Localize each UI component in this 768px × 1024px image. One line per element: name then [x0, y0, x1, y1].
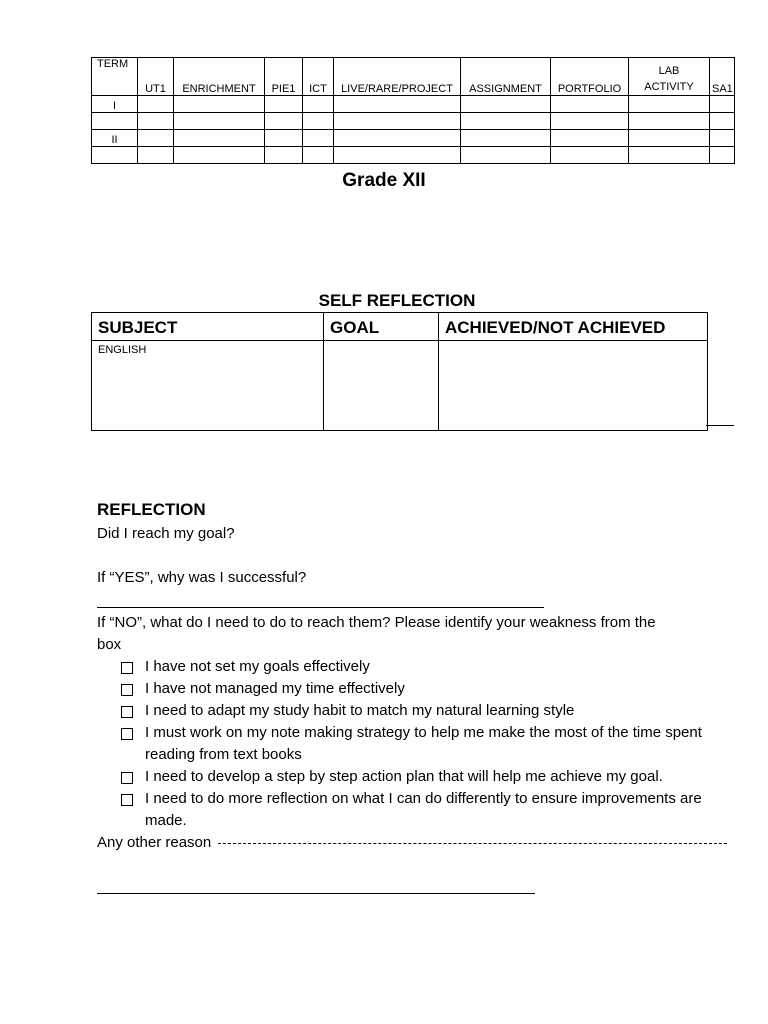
mark-cell[interactable]: [138, 96, 174, 113]
self-reflection-table: [91, 312, 708, 431]
mark-cell[interactable]: [303, 113, 334, 130]
mark-cell[interactable]: [174, 96, 265, 113]
term-cell: [92, 113, 138, 130]
checkbox-icon[interactable]: [121, 662, 133, 674]
mark-cell[interactable]: [138, 113, 174, 130]
checkbox-icon[interactable]: [121, 794, 133, 806]
header-lab-activity: [629, 58, 710, 96]
mark-cell[interactable]: [138, 147, 174, 164]
marks-row: [92, 130, 735, 147]
mark-cell[interactable]: [551, 96, 629, 113]
question-if-no-line2: box: [97, 636, 122, 653]
mark-cell[interactable]: [710, 113, 735, 130]
header-lab-line1: LAB: [658, 65, 680, 77]
header-term: TERM: [92, 58, 138, 96]
term-cell: [92, 147, 138, 164]
mark-cell[interactable]: [303, 130, 334, 147]
self-reflection-title: SELF REFLECTION: [318, 291, 476, 310]
mark-cell[interactable]: [551, 113, 629, 130]
mark-cell[interactable]: [629, 147, 710, 164]
weakness-label: I must work on my note making strategy to help me make the most of the time spent reading from text books: [145, 724, 702, 763]
marks-row: [92, 113, 735, 130]
question-if-no-line1: If “NO”, what do I need to do to reach them? Please identify your weakness from the: [97, 614, 656, 631]
header-portfolio: PORTFOLIO: [551, 58, 629, 96]
achieved-cell[interactable]: [439, 341, 708, 431]
subject-cell: ENGLISH: [92, 341, 324, 431]
mark-cell[interactable]: [461, 113, 551, 130]
reflection-heading: REFLECTION: [97, 500, 206, 519]
mark-cell[interactable]: [265, 130, 303, 147]
marks-row: [92, 147, 735, 164]
mark-cell[interactable]: [710, 130, 735, 147]
header-sa1: SA1: [710, 58, 735, 96]
self-reflection-header-row: [92, 313, 708, 341]
answer-line-final[interactable]: [97, 893, 535, 894]
mark-cell[interactable]: [265, 147, 303, 164]
question-reach-goal: Did I reach my goal?: [97, 525, 235, 542]
self-reflection-row: [92, 341, 708, 431]
grade-title: Grade XII: [342, 170, 426, 191]
other-reason-label: Any other reason: [97, 834, 212, 851]
mark-cell[interactable]: [334, 113, 461, 130]
col-goal: GOAL: [324, 313, 439, 341]
mark-cell[interactable]: [629, 130, 710, 147]
marks-header-row: [92, 58, 735, 96]
weakness-item[interactable]: [119, 722, 731, 766]
marks-row: [92, 96, 735, 113]
mark-cell[interactable]: [710, 96, 735, 113]
mark-cell[interactable]: [551, 147, 629, 164]
header-enrichment: ENRICHMENT: [174, 58, 265, 96]
mark-cell[interactable]: [265, 96, 303, 113]
mark-cell[interactable]: [334, 96, 461, 113]
weakness-item[interactable]: [119, 788, 731, 832]
weakness-label: I need to develop a step by step action plan that will help me achieve my goal.: [145, 768, 663, 785]
header-ict: ICT: [303, 58, 334, 96]
checkbox-icon[interactable]: [121, 728, 133, 740]
mark-cell[interactable]: [303, 96, 334, 113]
mark-cell[interactable]: [174, 113, 265, 130]
weakness-label: I have not managed my time effectively: [145, 680, 405, 697]
mark-cell[interactable]: [461, 147, 551, 164]
weakness-item[interactable]: [119, 656, 731, 678]
mark-cell[interactable]: [551, 130, 629, 147]
question-if-yes: If “YES”, why was I successful?: [97, 569, 307, 586]
mark-cell[interactable]: [303, 147, 334, 164]
header-lab-line2: ACTIVITY: [644, 81, 694, 93]
mark-cell[interactable]: [629, 96, 710, 113]
weakness-item[interactable]: [119, 678, 731, 700]
header-pie1: PIE1: [265, 58, 303, 96]
weakness-label: I need to adapt my study habit to match my natural learning style: [145, 702, 575, 719]
mark-cell[interactable]: [461, 130, 551, 147]
checkbox-icon[interactable]: [121, 772, 133, 784]
mark-cell[interactable]: [174, 130, 265, 147]
term-cell: II: [92, 130, 138, 147]
marks-table: [91, 57, 735, 164]
checkbox-icon[interactable]: [121, 684, 133, 696]
term-cell: I: [92, 96, 138, 113]
header-live-rare-project: LIVE/RARE/PROJECT: [334, 58, 461, 96]
table-underline-extension: [706, 425, 734, 426]
col-subject: SUBJECT: [92, 313, 324, 341]
mark-cell[interactable]: [265, 113, 303, 130]
weakness-item[interactable]: [119, 766, 731, 788]
mark-cell[interactable]: [174, 147, 265, 164]
checkbox-icon[interactable]: [121, 706, 133, 718]
mark-cell[interactable]: [710, 147, 735, 164]
header-ut1: UT1: [138, 58, 174, 96]
weakness-checklist: [119, 656, 731, 832]
mark-cell[interactable]: [629, 113, 710, 130]
goal-cell[interactable]: [324, 341, 439, 431]
other-reason-dashed-line[interactable]: [218, 843, 727, 844]
weakness-label: I need to do more reflection on what I can do differently to ensure improvements are made.: [145, 790, 702, 829]
weakness-label: I have not set my goals effectively: [145, 658, 370, 675]
header-assignment: ASSIGNMENT: [461, 58, 551, 96]
col-achieved: ACHIEVED/NOT ACHIEVED: [439, 313, 708, 341]
mark-cell[interactable]: [461, 96, 551, 113]
mark-cell[interactable]: [334, 147, 461, 164]
answer-line-yes[interactable]: [97, 607, 544, 608]
weakness-item[interactable]: [119, 700, 731, 722]
mark-cell[interactable]: [334, 130, 461, 147]
mark-cell[interactable]: [138, 130, 174, 147]
